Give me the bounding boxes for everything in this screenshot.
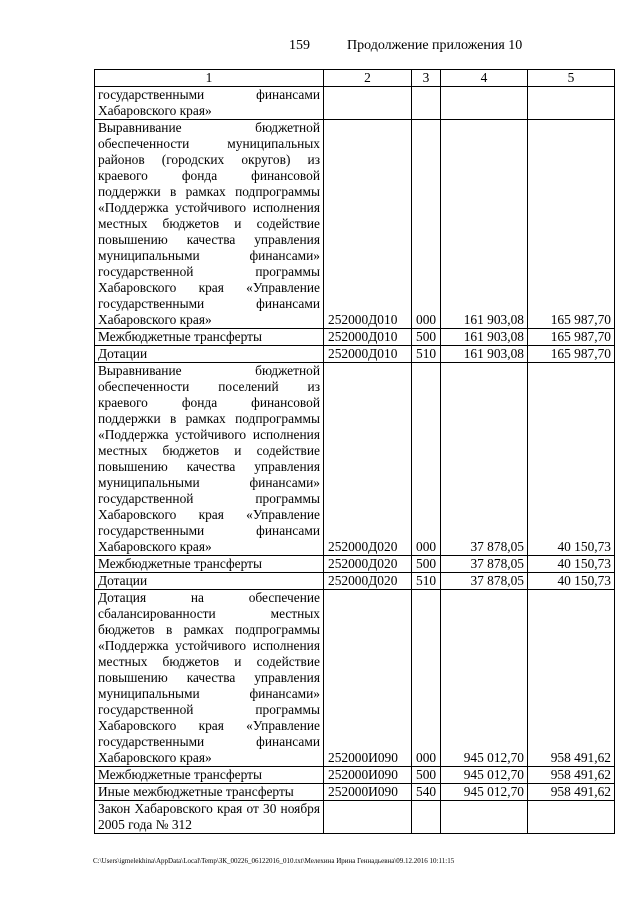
amount-2017: 945 012,70 <box>441 590 528 767</box>
amount-2018: 40 150,73 <box>528 573 615 590</box>
target-article-code <box>324 801 412 834</box>
amount-2018: 958 491,62 <box>528 767 615 784</box>
page-number: 159 <box>289 38 310 53</box>
expense-type-code: 500 <box>412 767 441 784</box>
amount-2017: 161 903,08 <box>441 329 528 346</box>
row-description: Межбюджетные трансферты <box>95 556 324 573</box>
table-row <box>95 573 615 590</box>
footer-file-path: C:\Users\igmelekhina\AppData\Local\Temp\ЗК_00226_06122016_010.txt\Мелехина Ирина Геннадьевна\09.12.2016 10:11:15 <box>93 857 455 865</box>
target-article-code <box>324 87 412 120</box>
table-row <box>95 363 615 556</box>
amount-2018: 958 491,62 <box>528 590 615 767</box>
amount-2017: 161 903,08 <box>441 120 528 329</box>
amount-2018: 165 987,70 <box>528 346 615 363</box>
table-row <box>95 556 615 573</box>
table-row <box>95 784 615 801</box>
column-header: 3 <box>412 70 441 87</box>
target-article-code: 252000И090 <box>324 784 412 801</box>
row-description: Дотация на обеспечение сбалансированности местных бюджетов в рамках подпрограммы «Поддержка устойчивого исполнения местных бюджетов и содействие повышению качества управления муниципальными финансами» государственной программы Хабаровского края «Управление государственными финансами Хабаровского края» <box>95 590 324 767</box>
expense-type-code <box>412 801 441 834</box>
table-row <box>95 87 615 120</box>
target-article-code: 252000Д010 <box>324 346 412 363</box>
row-description: Межбюджетные трансферты <box>95 767 324 784</box>
column-header: 5 <box>528 70 615 87</box>
amount-2017: 161 903,08 <box>441 346 528 363</box>
target-article-code: 252000Д020 <box>324 556 412 573</box>
amount-2017: 37 878,05 <box>441 363 528 556</box>
expense-type-code: 540 <box>412 784 441 801</box>
amount-2018: 40 150,73 <box>528 556 615 573</box>
amount-2017: 37 878,05 <box>441 556 528 573</box>
column-header-row <box>95 70 615 87</box>
row-description: Закон Хабаровского края от 30 ноября 2005 года № 312 <box>95 801 324 834</box>
expense-type-code: 500 <box>412 329 441 346</box>
amount-2017: 37 878,05 <box>441 573 528 590</box>
expense-type-code: 510 <box>412 346 441 363</box>
target-article-code: 252000И090 <box>324 590 412 767</box>
row-description: Дотации <box>95 346 324 363</box>
expense-type-code: 000 <box>412 363 441 556</box>
expense-type-code: 000 <box>412 120 441 329</box>
target-article-code: 252000И090 <box>324 767 412 784</box>
budget-table <box>94 69 615 834</box>
row-description: Дотации <box>95 573 324 590</box>
target-article-code: 252000Д010 <box>324 329 412 346</box>
table-row <box>95 590 615 767</box>
row-description: Выравнивание бюджетной обеспеченности поселений из краевого фонда финансовой поддержки в рамках подпрограммы «Поддержка устойчивого исполнения местных бюджетов и содействие повышению качества управления муниципальными финансами» государственной программы Хабаровского края «Управление государственными финансами Хабаровского края» <box>95 363 324 556</box>
amount-2018: 165 987,70 <box>528 120 615 329</box>
appendix-title: Продолжение приложения 10 <box>347 38 523 53</box>
amount-2018: 165 987,70 <box>528 329 615 346</box>
amount-2018: 40 150,73 <box>528 363 615 556</box>
table-row <box>95 329 615 346</box>
expense-type-code: 500 <box>412 556 441 573</box>
table-row <box>95 346 615 363</box>
table-row <box>95 767 615 784</box>
column-header: 4 <box>441 70 528 87</box>
target-article-code: 252000Д020 <box>324 363 412 556</box>
row-description: Выравнивание бюджетной обеспеченности муниципальных районов (городских округов) из краевого фонда финансовой поддержки в рамках подпрограммы «Поддержка устойчивого исполнения местных бюджетов и содействие повышению качества управления муниципальными финансами» государственной программы Хабаровского края «Управление государственными финансами Хабаровского края» <box>95 120 324 329</box>
amount-2017 <box>441 87 528 120</box>
expense-type-code: 000 <box>412 590 441 767</box>
amount-2018: 958 491,62 <box>528 784 615 801</box>
column-header: 1 <box>95 70 324 87</box>
amount-2018 <box>528 87 615 120</box>
row-description: государственными финансами Хабаровского края» <box>95 87 324 120</box>
target-article-code: 252000Д020 <box>324 573 412 590</box>
table-row <box>95 801 615 834</box>
amount-2018 <box>528 801 615 834</box>
amount-2017 <box>441 801 528 834</box>
amount-2017: 945 012,70 <box>441 767 528 784</box>
expense-type-code <box>412 87 441 120</box>
table-row <box>95 120 615 329</box>
column-header: 2 <box>324 70 412 87</box>
amount-2017: 945 012,70 <box>441 784 528 801</box>
expense-type-code: 510 <box>412 573 441 590</box>
row-description: Межбюджетные трансферты <box>95 329 324 346</box>
target-article-code: 252000Д010 <box>324 120 412 329</box>
row-description: Иные межбюджетные трансферты <box>95 784 324 801</box>
